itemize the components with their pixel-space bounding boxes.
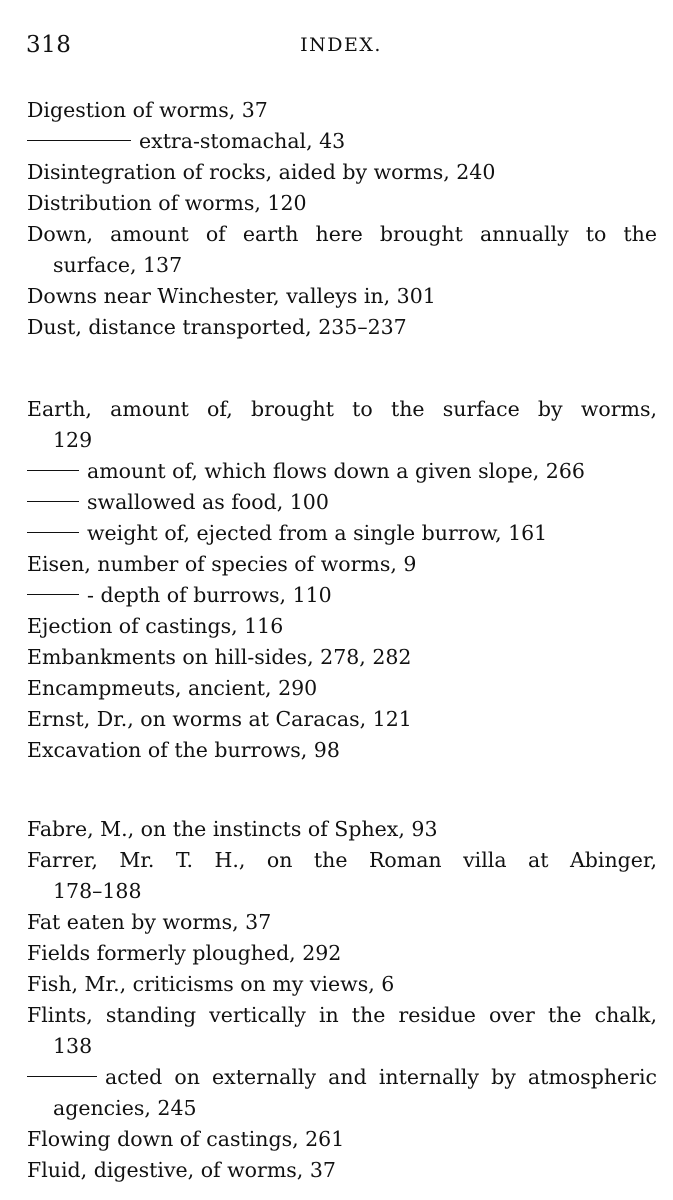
index-entry-text: Disintegration of rocks, aided by worms, 240 xyxy=(27,160,496,184)
index-entry-text: Embankments on hill-sides, 278, 282 xyxy=(27,645,412,669)
index-entry-text: Eisen, number of species of worms, 9 xyxy=(27,552,417,576)
index-subentry xyxy=(27,1062,657,1093)
index-entry-text: Digestion of worms, 37 xyxy=(27,98,268,122)
index-entry xyxy=(27,611,657,642)
index-entry xyxy=(27,673,657,704)
index-subentry xyxy=(27,487,657,518)
index-entry-text: weight of, ejected from a single burrow, 161 xyxy=(87,521,548,545)
index-entry-text: extra-stomachal, 43 xyxy=(139,129,346,153)
index-entry-text: Flowing down of castings, 261 xyxy=(27,1127,345,1151)
index-entry xyxy=(27,281,657,312)
ditto-dash xyxy=(27,140,131,141)
index-entry xyxy=(27,1124,657,1155)
index-entry-text: 178–188 xyxy=(53,879,142,903)
index-entry-text: Dust, distance transported, 235–237 xyxy=(27,315,407,339)
index-entry-text: agencies, 245 xyxy=(53,1096,197,1120)
index-entry-continuation xyxy=(27,1031,657,1062)
index-entry-text: Fields formerly ploughed, 292 xyxy=(27,941,342,965)
ditto-dash xyxy=(27,501,79,502)
index-entry xyxy=(27,1000,657,1031)
index-entry xyxy=(27,938,657,969)
page-header xyxy=(26,32,656,66)
index-entry-text: swallowed as food, 100 xyxy=(87,490,329,514)
index-entry xyxy=(27,394,657,425)
index-entry-text: Distribution of worms, 120 xyxy=(27,191,307,215)
index-entry-text: Fabre, M., on the instincts of Sphex, 93 xyxy=(27,817,438,841)
index-entry-text: Farrer, Mr. T. H., on the Roman villa at Abinger, xyxy=(27,848,657,872)
index-entry xyxy=(27,845,657,876)
index-entry xyxy=(27,312,657,343)
index-entry xyxy=(27,735,657,766)
index-entry-text: Encampmeuts, ancient, 290 xyxy=(27,676,318,700)
page-number: 318 xyxy=(26,32,72,58)
index-subentry xyxy=(27,580,657,611)
index-entry-text: Downs near Winchester, valleys in, 301 xyxy=(27,284,436,308)
index-entry xyxy=(27,907,657,938)
running-head: INDEX. xyxy=(300,34,382,56)
index-entry xyxy=(27,642,657,673)
index-entry-text: 129 xyxy=(53,428,93,452)
index-entry-continuation xyxy=(27,876,657,907)
index-subentry xyxy=(27,456,657,487)
index-section-e xyxy=(27,394,657,766)
index-entry-text: acted on externally and internally by atmospheric xyxy=(105,1065,657,1089)
index-subentry xyxy=(27,126,657,157)
index-entry xyxy=(27,188,657,219)
index-entry xyxy=(27,219,657,250)
index-entry-text: 138 xyxy=(53,1034,93,1058)
ditto-dash xyxy=(27,532,79,533)
ditto-dash xyxy=(27,594,79,595)
index-entry xyxy=(27,1155,657,1186)
index-entry xyxy=(27,95,657,126)
index-section-d xyxy=(27,95,657,343)
index-entry-text: Flints, standing vertically in the residue over the chalk, xyxy=(27,1003,657,1027)
index-entry xyxy=(27,549,657,580)
index-entry-continuation xyxy=(27,250,657,281)
index-entry-text: amount of, which flows down a given slope, 266 xyxy=(87,459,585,483)
index-entry xyxy=(27,157,657,188)
ditto-dash xyxy=(27,1076,97,1077)
index-entry-continuation xyxy=(27,425,657,456)
ditto-dash xyxy=(27,470,79,471)
index-entry-continuation xyxy=(27,1093,657,1124)
index-entry-text: Ernst, Dr., on worms at Caracas, 121 xyxy=(27,707,412,731)
index-entry-text: Fish, Mr., criticisms on my views, 6 xyxy=(27,972,395,996)
index-entry-text: - depth of burrows, 110 xyxy=(87,583,332,607)
index-section-f xyxy=(27,814,657,1186)
index-entry xyxy=(27,814,657,845)
index-entry-text: surface, 137 xyxy=(53,253,183,277)
index-entry-text: Down, amount of earth here brought annually to the xyxy=(27,222,657,246)
index-entry xyxy=(27,704,657,735)
index-subentry xyxy=(27,518,657,549)
index-entry-text: Ejection of castings, 116 xyxy=(27,614,284,638)
index-entry-text: Excavation of the burrows, 98 xyxy=(27,738,340,762)
index-entry-text: Fluid, digestive, of worms, 37 xyxy=(27,1158,336,1182)
index-entry-text: Earth, amount of, brought to the surface by worms, xyxy=(27,397,657,421)
index-entry xyxy=(27,969,657,1000)
index-entry-text: Fat eaten by worms, 37 xyxy=(27,910,272,934)
